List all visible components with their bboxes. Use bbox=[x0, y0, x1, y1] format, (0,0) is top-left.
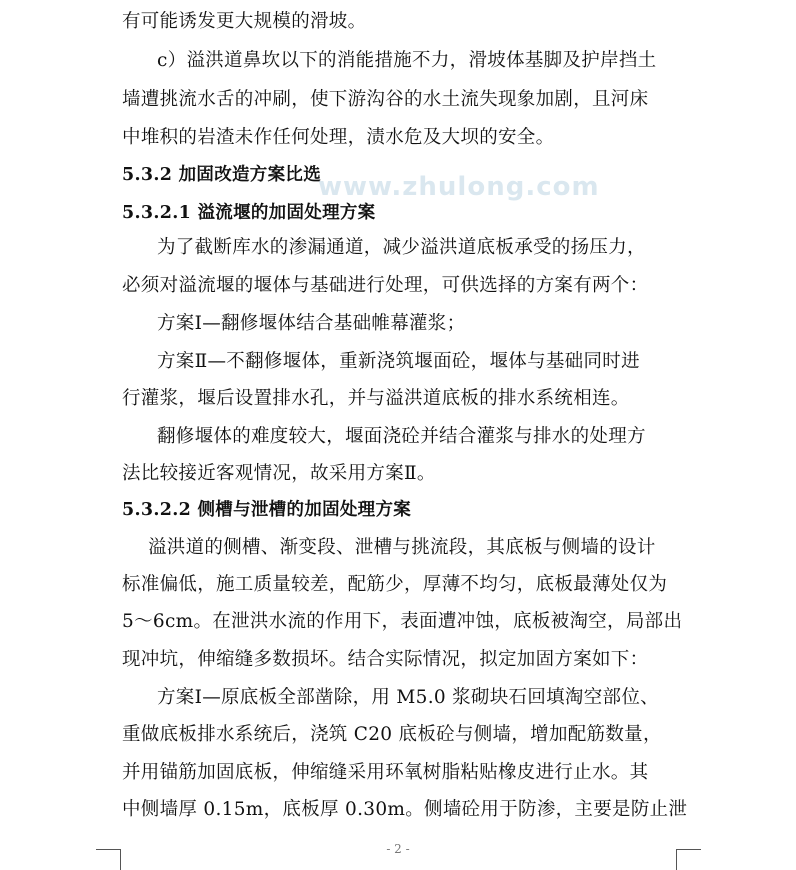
paragraph-line: c）溢洪道鼻坎以下的消能措施不力，滑坡体基脚及护岸挡土 bbox=[157, 50, 657, 71]
paragraph-line: 并用锚筋加固底板，伸缩缝采用环氧树脂粘贴橡皮进行止水。其 bbox=[122, 762, 649, 783]
paragraph-line: 墙遭挑流水舌的冲刷，使下游沟谷的水土流失现象加剧，且河床 bbox=[122, 89, 649, 110]
paragraph-line: 为了截断库水的渗漏通道，减少溢洪道底板承受的扬压力， bbox=[157, 237, 646, 258]
paragraph-line: 翻修堰体的难度较大，堰面浇砼并结合灌浆与排水的处理方 bbox=[157, 426, 646, 447]
paragraph-line: 标准偏低，施工质量较差，配筋少，厚薄不均匀，底板最薄处仅为 bbox=[122, 574, 668, 595]
paragraph-line: 方案Ⅰ—原底板全部凿除，用 M5.0 浆砌块石回填淘空部位、 bbox=[157, 687, 659, 708]
paragraph-line: 中侧墙厚 0.15m，底板厚 0.30m。侧墙砼用于防渗，主要是防止泄 bbox=[122, 799, 688, 820]
paragraph-line: 法比较接近客观情况，故采用方案Ⅱ。 bbox=[122, 463, 436, 484]
paragraph-line: 方案Ⅱ—不翻修堰体，重新浇筑堰面砼，堰体与基础同时进 bbox=[157, 351, 640, 372]
watermark-text: www.zhulong.com bbox=[318, 172, 600, 202]
paragraph-line: 行灌浆，堰后设置排水孔，并与溢洪道底板的排水系统相连。 bbox=[122, 388, 630, 409]
paragraph-line: 现冲坑，伸缩缝多数损坏。结合实际情况，拟定加固方案如下： bbox=[122, 649, 649, 670]
paragraph-line: 必须对溢流堰的堰体与基础进行处理，可供选择的方案有两个： bbox=[122, 275, 649, 296]
crop-mark-right bbox=[676, 849, 701, 870]
crop-mark-left bbox=[96, 849, 121, 870]
paragraph-line: 5～6cm。在泄洪水流的作用下，表面遭冲蚀，底板被淘空，局部出 bbox=[122, 611, 683, 632]
page-number: - 2 - bbox=[386, 842, 410, 856]
section-heading: 5.3.2.2 侧槽与泄槽的加固处理方案 bbox=[122, 500, 412, 520]
section-heading: 5.3.2.1 溢流堰的加固处理方案 bbox=[122, 203, 376, 223]
paragraph-line: 有可能诱发更大规模的滑坡。 bbox=[122, 11, 367, 32]
paragraph-line: 溢洪道的侧槽、渐变段、泄槽与挑流段，其底板与侧墙的设计 bbox=[148, 537, 656, 558]
paragraph-line: 中堆积的岩渣未作任何处理，渍水危及大坝的安全。 bbox=[122, 127, 555, 148]
paragraph-line: 方案Ⅰ—翻修堰体结合基础帷幕灌浆； bbox=[157, 313, 466, 334]
paragraph-line: 重做底板排水系统后，浇筑 C20 底板砼与侧墙，增加配筋数量， bbox=[122, 724, 662, 745]
section-heading: 5.3.2 加固改造方案比选 bbox=[122, 165, 322, 185]
